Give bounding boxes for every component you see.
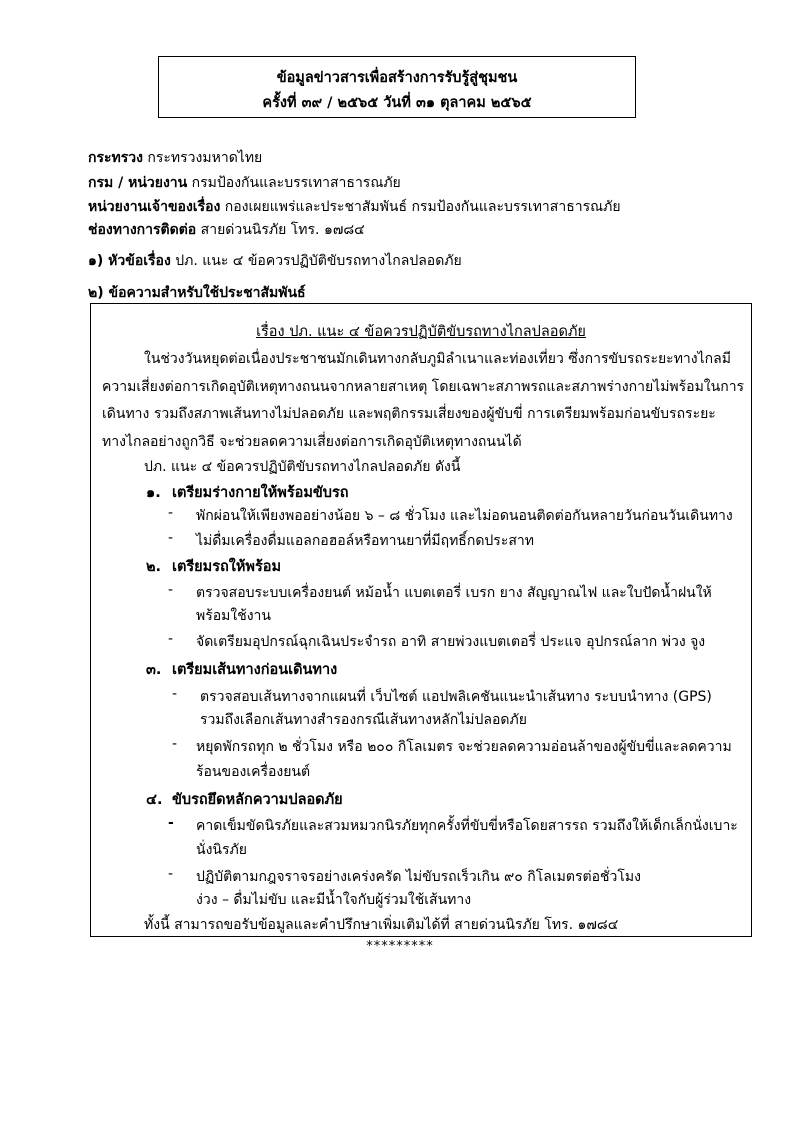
meta-department xyxy=(88,172,401,194)
list-item-text: จัดเตรียมอุปกรณ์ฉุกเฉินประจำรถ อาทิ สายพ่วงแบตเตอรี่ ประแจ อุปกรณ์ลาก พ่วง จูง xyxy=(196,634,706,650)
article-intro xyxy=(102,346,745,456)
list-item-continuation: รวมถึงเลือกเส้นทางสำรองกรณีเส้นทางหลักไม่ปลอดภัย xyxy=(200,712,527,728)
section-1-heading xyxy=(146,481,349,504)
section-title: เตรียมเส้นทางก่อนเดินทาง xyxy=(172,662,338,678)
list-item-text: พักผ่อนให้เพียงพออย่างน้อย ๖ – ๘ ชั่วโมง และไม่อดนอนติดต่อกันหลายวันก่อนวันเดินทาง xyxy=(196,508,733,524)
article-title: เรื่อง ปภ. แนะ ๔ ข้อควรปฏิบัติขับรถทางไกลปลอดภัย xyxy=(256,324,586,340)
list-item: - ไม่ดื่มเครื่องดื่มแอลกอฮอล์หรือทานยาที่มีฤทธิ์กดประสาท xyxy=(168,530,534,549)
section-number: ๑. xyxy=(146,485,161,501)
section-number: ๓. xyxy=(146,662,162,678)
list-item-continuation: ง่วง – ดื่มไม่ขับ และมีน้ำใจกับผู้ร่วมใช้เส้นทาง xyxy=(196,892,472,908)
owner-label: หน่วยงานเจ้าของเรื่อง xyxy=(88,199,221,215)
meta-owner xyxy=(88,196,621,218)
list-item-text: ปฏิบัติตามกฎจราจรอย่างเคร่งครัด ไม่ขับรถเร็วเกิน ๙๐ กิโลเมตรต่อชั่วโมง xyxy=(196,869,641,885)
topic-line xyxy=(88,250,462,272)
list-item-continuation: พร้อมใช้งาน xyxy=(196,608,271,624)
list-item: - คาดเข็มขัดนิรภัยและสวมหมวกนิรภัยทุกครั้งที่ขับขี่หรือโดยสารรถ รวมถึงให้เด็กเล็กนั่งเบาะ xyxy=(168,815,738,834)
list-item-text: หยุดพักรถทุก ๒ ชั่วโมง หรือ ๒๐๐ กิโลเมตร จะช่วยลดความอ่อนล้าของผู้ขับขี่และลดความ xyxy=(196,739,732,755)
ministry-label: กระทรวง xyxy=(88,150,143,166)
ministry-value: กระทรวงมหาดไทย xyxy=(142,150,263,166)
list-item-text: ไม่ดื่มเครื่องดื่มแอลกอฮอล์หรือทานยาที่มีฤทธิ์กดประสาท xyxy=(196,533,534,549)
department-value: กรมป้องกันและบรรเทาสาธารณภัย xyxy=(187,175,401,191)
list-item-text: ตรวจสอบระบบเครื่องยนต์ หม้อน้ำ แบตเตอรี่ เบรก ยาง สัญญาณไฟ และใบปัดน้ำฝนให้ xyxy=(196,585,712,601)
contact-label: ช่องทางการติดต่อ xyxy=(88,222,197,238)
list-item: - พักผ่อนให้เพียงพออย่างน้อย ๖ – ๘ ชั่วโมง และไม่อดนอนติดต่อกันหลายวันก่อนวันเดินทาง xyxy=(168,505,733,524)
meta-contact xyxy=(88,219,365,241)
section-3-heading xyxy=(146,658,337,681)
list-item-continuation: นั่งนิรภัย xyxy=(196,842,247,858)
intro-line: ในช่วงวันหยุดต่อเนื่องประชาชนมักเดินทางกลับภูมิลำเนาและท่องเที่ยว ซึ่งการขับรถระยะทางไกลมี xyxy=(144,351,731,367)
intro-line: ความเสี่ยงต่อการเกิดอุบัติเหตุทางถนนจากหลายสาเหตุ โดยเฉพาะสภาพรถและสภาพร่างกายไม่พร้อมในการ xyxy=(102,378,745,395)
topic-label: ๑) หัวข้อเรื่อง xyxy=(88,253,171,269)
contact-value: สายด่วนนิรภัย โทร. ๑๗๘๔ xyxy=(196,222,365,238)
section-4-heading xyxy=(146,788,343,811)
intro-line: ทางไกลอย่างถูกวิธี จะช่วยลดความเสี่ยงต่อการเกิดอุบัติเหตุทางถนนได้ xyxy=(102,433,522,450)
document-issue-line: ครั้งที่ ๓๙ / ๒๕๖๕ วันที่ ๓๑ ตุลาคม ๒๕๖๕ xyxy=(262,95,532,111)
list-item-text: ตรวจสอบเส้นทางจากแผนที่ เว็บไซต์ แอปพลิเคชันแนะนำเส้นทาง ระบบนำทาง (GPS) xyxy=(200,689,712,705)
section-title: ขับรถยึดหลักความปลอดภัย xyxy=(172,792,343,808)
article-closing: ทั้งนี้ สามารถขอรับข้อมูลและคำปรึกษาเพิ่มเติมได้ที่ สายด่วนนิรภัย โทร. ๑๗๘๔ xyxy=(144,917,619,933)
meta-ministry xyxy=(88,147,262,169)
list-item-text: คาดเข็มขัดนิรภัยและสวมหมวกนิรภัยทุกครั้งที่ขับขี่หรือโดยสารรถ รวมถึงให้เด็กเล็กนั่งเบาะ xyxy=(196,818,738,834)
list-item: - ตรวจสอบระบบเครื่องยนต์ หม้อน้ำ แบตเตอรี่ เบรก ยาง สัญญาณไฟ และใบปัดน้ำฝนให้ xyxy=(168,582,712,601)
list-item: - จัดเตรียมอุปกรณ์ฉุกเฉินประจำรถ อาทิ สายพ่วงแบตเตอรี่ ประแจ อุปกรณ์ลาก พ่วง จูง xyxy=(168,631,706,650)
section-number: ๒. xyxy=(146,559,162,575)
section-title: เตรียมร่างกายให้พร้อมขับรถ xyxy=(172,485,349,501)
topic-value: ปภ. แนะ ๔ ข้อควรปฏิบัติขับรถทางไกลปลอดภัย xyxy=(170,253,462,269)
pr-heading xyxy=(88,282,306,304)
list-item: - ปฏิบัติตามกฎจราจรอย่างเคร่งครัด ไม่ขับรถเร็วเกิน ๙๐ กิโลเมตรต่อชั่วโมง xyxy=(168,866,641,885)
article-lead: ปภ. แนะ ๔ ข้อควรปฏิบัติขับรถทางไกลปลอดภัย ดังนี้ xyxy=(144,459,461,475)
section-title: เตรียมรถให้พร้อม xyxy=(172,559,282,575)
intro-line: เดินทาง รวมถึงสภาพเส้นทางไม่ปลอดภัย และพฤติกรรมเสี่ยงของผู้ขับขี่ การเตรียมพร้อมก่อนขับรถระยะ xyxy=(102,406,716,422)
section-number: ๔. xyxy=(146,792,163,808)
pr-heading-text: ๒) ข้อความสำหรับใช้ประชาสัมพันธ์ xyxy=(88,285,306,301)
list-item: - หยุดพักรถทุก ๒ ชั่วโมง หรือ ๒๐๐ กิโลเมตร จะช่วยลดความอ่อนล้าของผู้ขับขี่และลดความ xyxy=(172,736,732,755)
list-item: - ตรวจสอบเส้นทางจากแผนที่ เว็บไซต์ แอปพลิเคชันแนะนำเส้นทาง ระบบนำทาง (GPS) xyxy=(172,686,712,705)
section-2-heading xyxy=(146,555,281,578)
owner-value: กองเผยแพร่และประชาสัมพันธ์ กรมป้องกันและบรรเทาสาธารณภัย xyxy=(220,199,621,215)
department-label: กรม / หน่วยงาน xyxy=(88,175,188,191)
end-marker: ********* xyxy=(366,939,434,954)
list-item-continuation: ร้อนของเครื่องยนต์ xyxy=(196,764,311,780)
document-title: ข้อมูลข่าวสารเพื่อสร้างการรับรู้สู่ชุมชน xyxy=(276,70,518,86)
